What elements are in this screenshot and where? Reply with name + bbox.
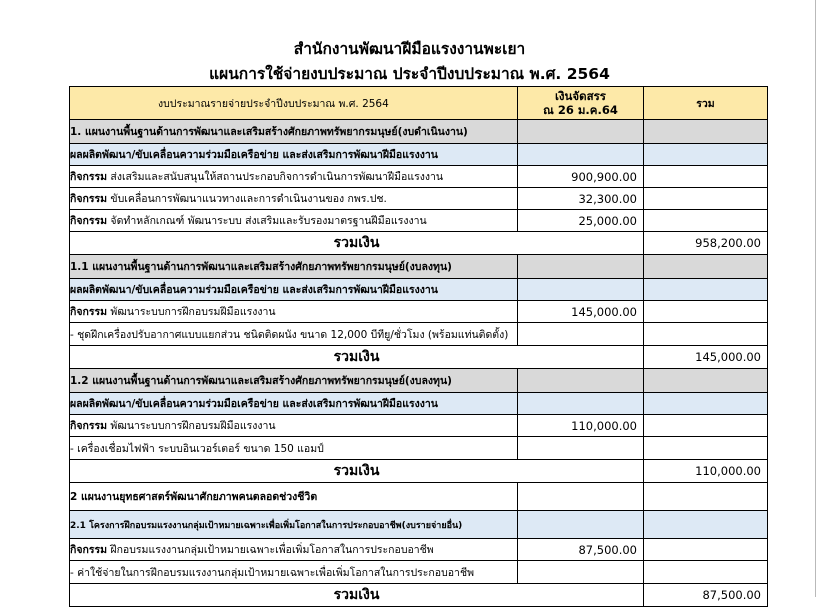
output-label: ผลผลิตพัฒนา/ขับเคลื่อนความร่วมมือเครือข่าย และส่งเสริมการพัฒนาฝีมือแรงงาน [70, 279, 518, 301]
activity-label [70, 415, 518, 437]
activity-label [70, 539, 518, 561]
program-row [70, 255, 768, 279]
activity-amount: 25,000.00 [518, 210, 644, 232]
activity-row [70, 188, 768, 210]
activity-detail-row [70, 323, 768, 346]
table-header-row [70, 87, 768, 120]
subtotal-label: รวมเงิน [70, 584, 644, 607]
activity-prefix: กิจกรรม [70, 215, 108, 227]
activity-text: พัฒนาระบบการฝึกอบรมฝีมือแรงงาน [110, 420, 276, 432]
output-row [70, 279, 768, 301]
subtotal-label: รวมเงิน [70, 460, 644, 483]
subtotal-row [70, 232, 768, 255]
activity-prefix: กิจกรรม [70, 193, 108, 205]
activity-detail: - ชุดฝึกเครื่องปรับอากาศแบบแยกส่วน ชนิดติดผนัง ขนาด 12,000 บีทียู/ชั่วโมง (พร้อมแท่นติดตั้ง) [70, 323, 518, 346]
activity-row [70, 415, 768, 437]
output-row [70, 144, 768, 166]
activity-label [70, 166, 518, 188]
output-label: 2.1 โครงการฝึกอบรมแรงงานกลุ่มเป้าหมายเฉพาะเพื่อเพิ่มโอกาสในการประกอบอาชีพ(งบรายจ่ายอื่น) [70, 511, 518, 539]
activity-amount: 145,000.00 [518, 301, 644, 323]
output-label: ผลผลิตพัฒนา/ขับเคลื่อนความร่วมมือเครือข่าย และส่งเสริมการพัฒนาฝีมือแรงงาน [70, 144, 518, 166]
header-total: รวม [644, 87, 768, 120]
activity-row [70, 301, 768, 323]
activity-text: พัฒนาระบบการฝึกอบรมฝีมือแรงงาน [110, 306, 276, 318]
activity-detail: - เครื่องเชื่อมไฟฟ้า ระบบอินเวอร์เตอร์ ขนาด 150 แอมป์ [70, 437, 518, 460]
activity-label [70, 301, 518, 323]
header-allocated-line2: ณ 26 ม.ค.64 [543, 103, 618, 117]
header-allocated [518, 87, 644, 120]
subtotal-value: 145,000.00 [644, 346, 768, 369]
output-label: ผลผลิตพัฒนา/ขับเคลื่อนความร่วมมือเครือข่าย และส่งเสริมการพัฒนาฝีมือแรงงาน [70, 393, 518, 415]
activity-detail-row [70, 437, 768, 460]
subtotal-row [70, 460, 768, 483]
header-budget-item: งบประมาณรายจ่ายประจำปีงบประมาณ พ.ศ. 2564 [70, 87, 518, 120]
subtotal-value: 110,000.00 [644, 460, 768, 483]
program-label: 1.2 แผนงานพื้นฐานด้านการพัฒนาและเสริมสร้างศักยภาพทรัพยากรมนุษย์(งบลงทุน) [70, 369, 518, 393]
subtotal-row [70, 346, 768, 369]
activity-prefix: กิจกรรม [70, 171, 108, 183]
subtotal-row [70, 584, 768, 607]
plan-title: แผนการใช้จ่ายงบประมาณ ประจำปีงบประมาณ พ.ศ. 2564 [209, 65, 610, 83]
subtotal-value: 958,200.00 [644, 232, 768, 255]
activity-prefix: กิจกรรม [70, 420, 108, 432]
activity-detail: - ค่าใช้จ่ายในการฝึกอบรมแรงงานกลุ่มเป้าหมายเฉพาะเพื่อเพิ่มโอกาสในการประกอบอาชีพ [70, 561, 518, 584]
activity-prefix: กิจกรรม [70, 306, 108, 318]
program-label: 1. แผนงานพื้นฐานด้านการพัฒนาและเสริมสร้างศักยภาพทรัพยากรมนุษย์(งบดำเนินงาน) [70, 120, 518, 144]
program-label: 2 แผนงานยุทธศาสตร์พัฒนาศักยภาพคนตลอดช่วงชีวิต [70, 483, 518, 511]
activity-amount: 900,900.00 [518, 166, 644, 188]
office-title: สำนักงานพัฒนาฝีมือแรงงานพะเยา [293, 40, 526, 58]
output-row [70, 511, 768, 539]
activity-label [70, 188, 518, 210]
activity-text: ฝึกอบรมแรงงานกลุ่มเป้าหมายเฉพาะเพื่อเพิ่มโอกาสในการประกอบอาชีพ [110, 544, 434, 556]
program-label: 1.1 แผนงานพื้นฐานด้านการพัฒนาและเสริมสร้างศักยภาพทรัพยากรมนุษย์(งบลงทุน) [70, 255, 518, 279]
output-row [70, 393, 768, 415]
program-row [70, 369, 768, 393]
activity-text: ส่งเสริมและสนับสนุนให้สถานประกอบกิจการดำเนินการพัฒนาฝีมือแรงงาน [110, 171, 444, 183]
page-edge-rule [815, 0, 816, 597]
program-row [70, 483, 768, 511]
activity-label [70, 210, 518, 232]
activity-text: จัดทำหลักเกณฑ์ พัฒนาระบบ ส่งเสริมและรับรองมาตรฐานฝีมือแรงงาน [110, 215, 427, 227]
subtotal-label: รวมเงิน [70, 346, 644, 369]
budget-table [69, 86, 768, 607]
subtotal-label: รวมเงิน [70, 232, 644, 255]
activity-row [70, 166, 768, 188]
activity-row [70, 539, 768, 561]
subtotal-value: 87,500.00 [644, 584, 768, 607]
activity-prefix: กิจกรรม [70, 544, 108, 556]
activity-text: ขับเคลื่อนการพัฒนาแนวทางและการดำเนินงานของ กพร.ปช. [110, 193, 387, 205]
activity-amount: 32,300.00 [518, 188, 644, 210]
program-row [70, 120, 768, 144]
activity-detail-row [70, 561, 768, 584]
activity-amount: 110,000.00 [518, 415, 644, 437]
activity-row [70, 210, 768, 232]
activity-amount: 87,500.00 [518, 539, 644, 561]
header-allocated-line1: เงินจัดสรร [555, 89, 606, 103]
